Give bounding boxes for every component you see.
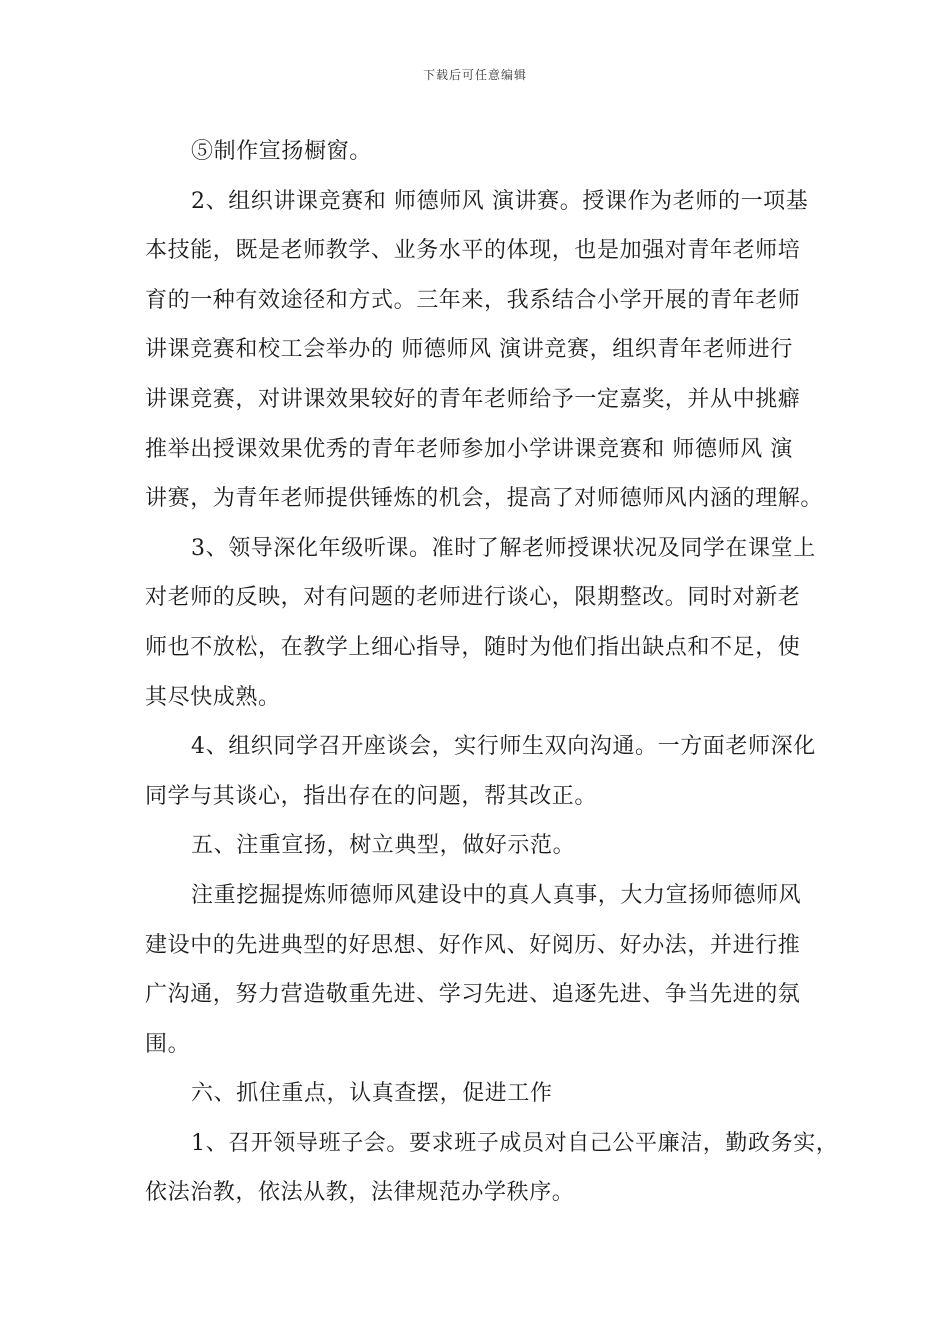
paragraph-line: 师也不放松，在教学上细心指导，随时为他们指出缺点和不足，使 xyxy=(145,634,801,660)
paragraph-line: 依法治教，依法从教，法律规范办学秩序。 xyxy=(145,1180,575,1206)
paragraph-line: 讲赛，为青年老师提供锤炼的机会，提高了对师德师风内涵的理解。 xyxy=(145,486,824,512)
paragraph-line: 4、组织同学召开座谈会，实行师生双向沟通。一方面老师深化 xyxy=(191,734,816,760)
paragraph-line: 其尽快成熟。 xyxy=(145,684,281,710)
paragraph-line: 本技能，既是老师教学、业务水平的体现，也是加强对青年老师培 xyxy=(145,238,801,264)
paragraph-line: 广沟通，努力营造敬重先进、学习先进、追逐先进、争当先进的氛 xyxy=(145,982,801,1008)
paragraph-line: 3、领导深化年级听课。准时了解老师授课状况及同学在课堂上 xyxy=(191,535,816,561)
paragraph-line: 2、组织讲课竞赛和 师德师风 演讲赛。授课作为老师的一项基 xyxy=(191,188,809,214)
paragraph-line: 建设中的先进典型的好思想、好作风、好阅历、好办法，并进行推 xyxy=(145,932,801,958)
paragraph-line: 注重挖掘提炼师德师风建设中的真人真事，大力宣扬师德师风 xyxy=(191,882,802,908)
paragraph-line: 讲课竞赛和校工会举办的 师德师风 演讲竞赛，组织青年老师进行 xyxy=(145,337,793,363)
section-heading: 五、注重宣扬，树立典型，做好示范。 xyxy=(191,833,576,859)
section-heading: 六、抓住重点，认真查摆，促进工作 xyxy=(191,1081,553,1107)
document-body xyxy=(145,127,839,1218)
paragraph-line: 推举出授课效果优秀的青年老师参加小学讲课竞赛和 师德师风 演 xyxy=(145,436,793,462)
paragraph-line: 围。 xyxy=(145,1031,191,1057)
page-header: 下载后可任意编辑 xyxy=(422,68,527,82)
paragraph-line: 同学与其谈心，指出存在的问题，帮其改正。 xyxy=(145,783,598,809)
paragraph-line: 育的一种有效途径和方式。三年来，我系结合小学开展的青年老师 xyxy=(145,287,801,313)
paragraph-line: 讲课竞赛，对讲课效果较好的青年老师给予一定嘉奖，并从中挑癖 xyxy=(145,386,801,412)
paragraph-line: ⑤制作宣扬橱窗。 xyxy=(191,139,372,164)
paragraph-line: 1、召开领导班子会。要求班子成员对自己公平廉洁，勤政务实， xyxy=(191,1130,839,1156)
paragraph-line: 对老师的反映，对有问题的老师进行谈心，限期整改。同时对新老 xyxy=(145,585,801,611)
